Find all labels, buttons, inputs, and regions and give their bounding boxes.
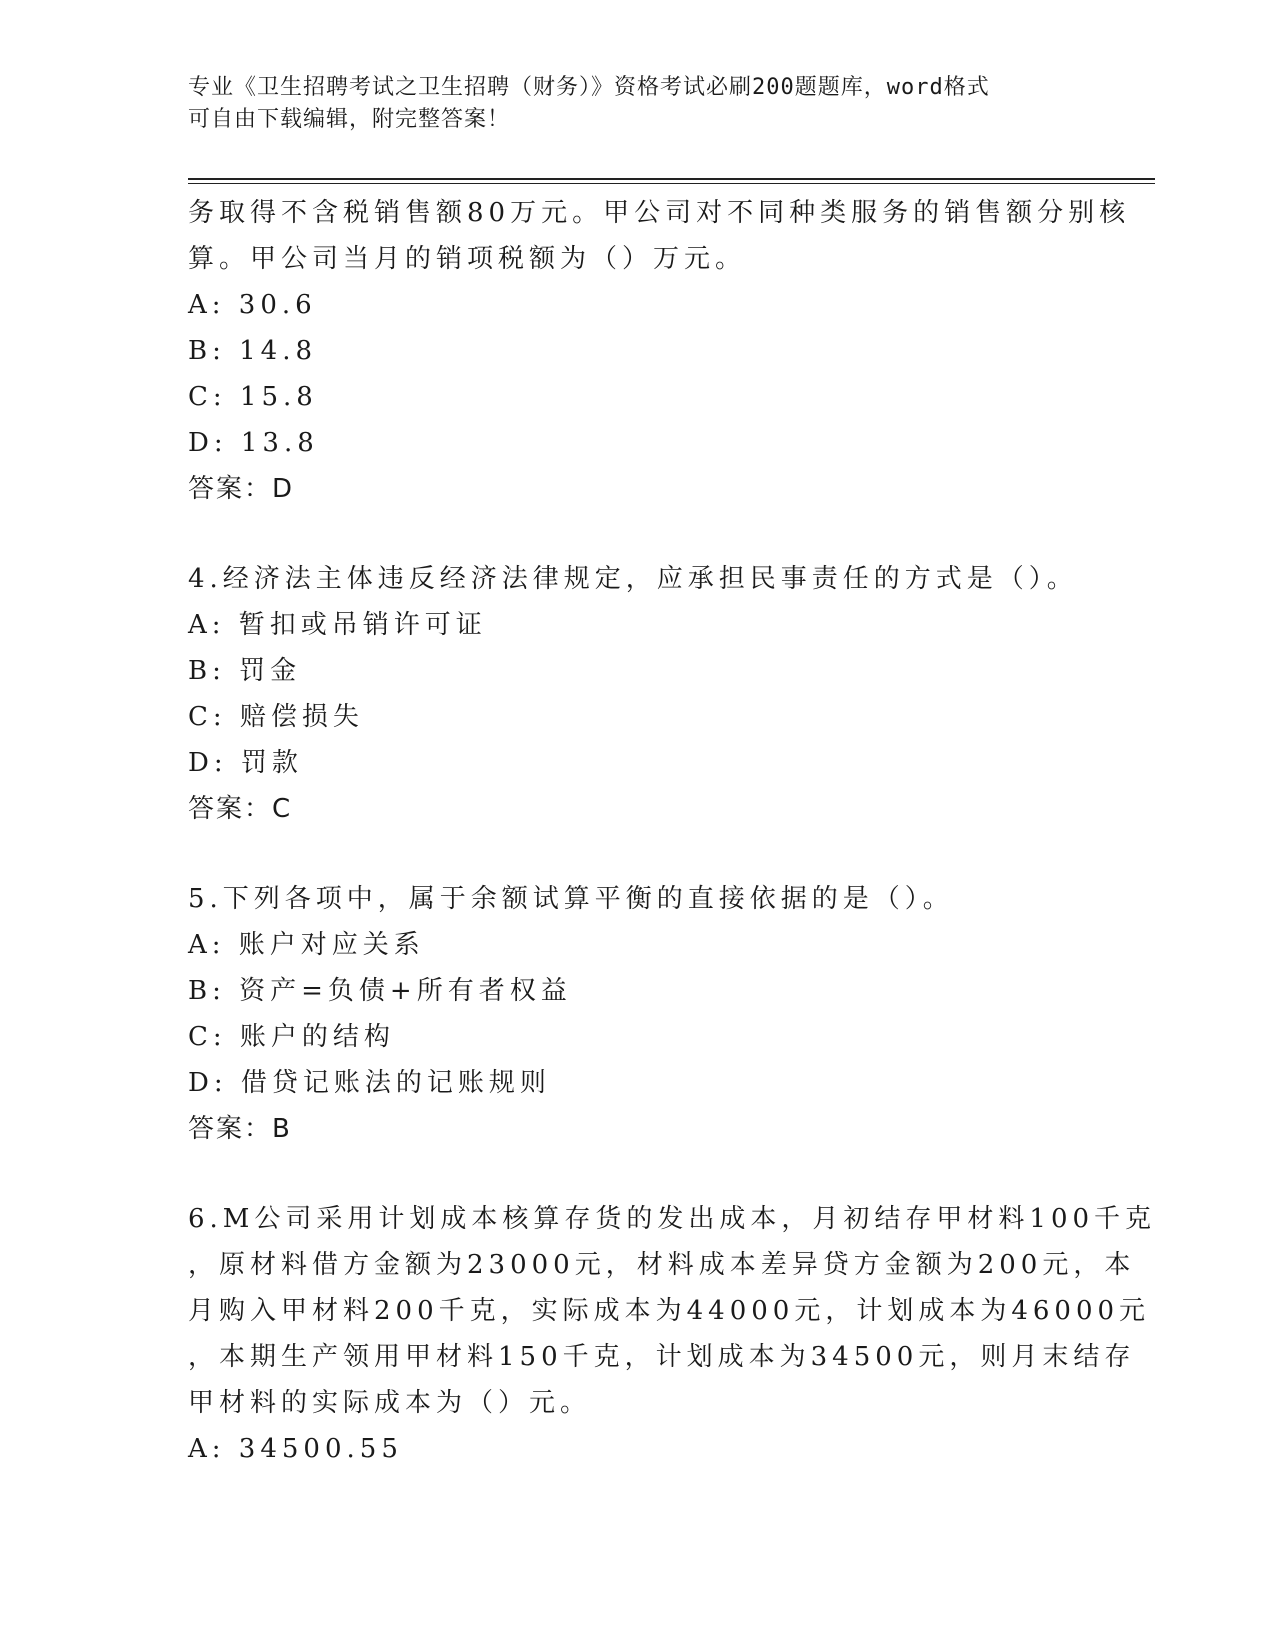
question-text-line: ，原材料借方金额为23000元，材料成本差异贷方金额为200元，本: [188, 1250, 1136, 1280]
answer-line: 答案：D: [188, 474, 295, 504]
question-text-line: 务取得不含税销售额80万元。甲公司对不同种类服务的销售额分别核: [188, 198, 1131, 228]
option-a: A: 34500.55: [188, 1434, 403, 1464]
question-text-line: 甲材料的实际成本为（）元。: [188, 1388, 592, 1418]
option-c: C: 赔偿损失: [188, 702, 364, 732]
option-d: D: 借贷记账法的记账规则: [188, 1068, 551, 1098]
option-c: C: 15.8: [188, 382, 318, 412]
option-a: A: 账户对应关系: [188, 930, 425, 960]
option-b: B: 罚金: [188, 656, 302, 686]
option-b: B: 14.8: [188, 336, 318, 366]
question-text-line: 4.经济法主体违反经济法律规定，应承担民事责任的方式是（）。: [188, 564, 1078, 594]
question-3-continued: [188, 190, 1131, 512]
header-title-line-1: 专业《卫生招聘考试之卫生招聘（财务）》资格考试必刷200题题库，word格式: [188, 75, 990, 100]
question-6: [188, 1196, 1157, 1472]
option-a: A: 暂扣或吊销许可证: [188, 610, 487, 640]
document-body: [188, 190, 1157, 1472]
question-text-line: 5.下列各项中，属于余额试算平衡的直接依据的是（）。: [188, 884, 954, 914]
question-text-line: ，本期生产领用甲材料150千克，计划成本为34500元，则月末结存: [188, 1342, 1136, 1372]
question-text-line: 6.M公司采用计划成本核算存货的发出成本，月初结存甲材料100千克: [188, 1204, 1157, 1234]
question-5: [188, 876, 1088, 1152]
option-b: B: 资产=负债+所有者权益: [188, 976, 572, 1006]
answer-line: 答案：C: [188, 794, 293, 824]
question-text-line: 月购入甲材料200千克，实际成本为44000元，计划成本为46000元: [188, 1296, 1151, 1326]
header-divider-thin: [188, 183, 1155, 184]
answer-line: 答案：B: [188, 1114, 292, 1144]
option-a: A: 30.6: [188, 290, 317, 320]
option-d: D: 13.8: [188, 428, 319, 458]
question-text-line: 算。甲公司当月的销项税额为（）万元。: [188, 244, 747, 274]
question-4: [188, 556, 1088, 832]
document-header: [188, 72, 1088, 136]
option-d: D: 罚款: [188, 748, 303, 778]
header-divider: [188, 178, 1155, 180]
header-title-line-2: 可自由下载编辑，附完整答案！: [188, 107, 511, 132]
option-c: C: 账户的结构: [188, 1022, 395, 1052]
